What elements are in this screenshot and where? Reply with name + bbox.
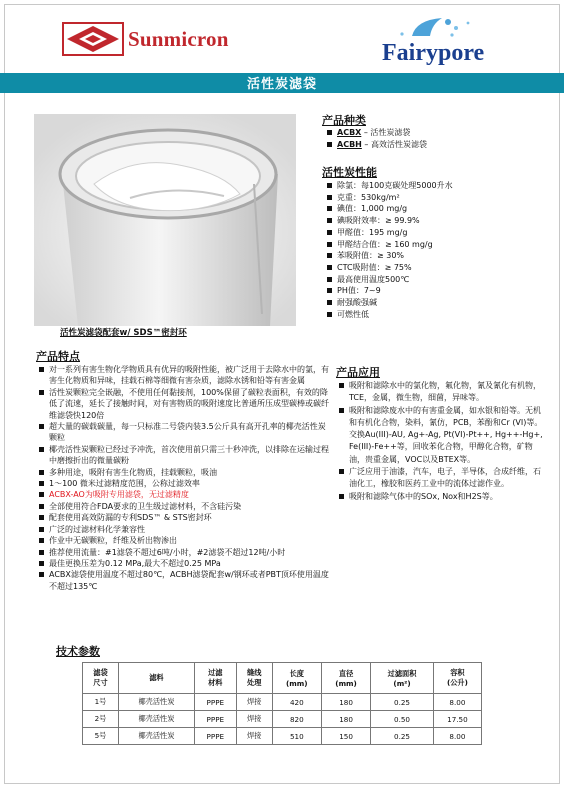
table-row (83, 711, 482, 728)
spec-table (82, 662, 482, 745)
list-item: 吸附和滤除气体中的SOx, Nox和H2S等。 (338, 491, 546, 503)
list-item: 克重：530kg/m² (326, 192, 546, 204)
table-cell: 0.50 (371, 711, 434, 728)
list-item: 耐强酸强碱 (326, 297, 546, 309)
list-item: 椰壳活性炭颗粒已经过予冲洗，首次使用前只需三十秒冲洗，以排除在运输过程中磨擦折出的微量碳粉 (38, 444, 330, 467)
list-item: 苯吸附值：≥ 30% (326, 250, 546, 262)
carbon-performance-list (326, 180, 546, 320)
list-item: 活性炭颗粒完全嵌融，不使用任何黏接剂，100%保留了碳粒表面积，有效的降低了流速，延长了接触时间，对有害物质的吸附速度比普通所压成型碳棒或碳纤维滤袋快120倍 (38, 387, 330, 421)
table-cell: 椰壳活性炭 (118, 711, 194, 728)
column-header: 滤料 (118, 663, 194, 694)
list-item: CTC吸附值：≥ 75% (326, 262, 546, 274)
list-item: 甲醛值：195 mg/g (326, 227, 546, 239)
table-cell: 椰壳活性炭 (118, 728, 194, 745)
list-item: 除氯：每100克碳处理5000升水 (326, 180, 546, 192)
table-cell: 17.50 (433, 711, 481, 728)
list-item: 全部使用符合FDA要求的卫生级过滤材料，不含硅污染 (38, 501, 330, 512)
table-cell: 510 (272, 728, 321, 745)
product-types-title: 产品种类 (322, 114, 366, 127)
list-item: 对一系列有害生物化学物质具有优异的吸附性能，被广泛用于去除水中的氯，有害生化物质和异味，挂载石棉等细微有害杂质，滤除水锈和铅等有害金属 (38, 364, 330, 387)
table-cell: 2号 (83, 711, 119, 728)
column-header: 过滤面积 (m²) (371, 663, 434, 694)
table-header-row (83, 663, 482, 694)
table-cell: 1号 (83, 694, 119, 711)
fairypore-brand (372, 14, 512, 68)
list-item: 多种用途，吸附有害生化物质，挂载颗粒，吸油 (38, 467, 330, 478)
list-item: PH值：7~9 (326, 285, 546, 297)
table-cell: 150 (321, 728, 370, 745)
list-item: 广泛的过滤材料化学兼容性 (38, 524, 330, 535)
table-cell: 180 (321, 694, 370, 711)
column-header: 缝线 处理 (236, 663, 272, 694)
table-row (83, 728, 482, 745)
table-cell: 焊接 (236, 711, 272, 728)
sunmicron-brand (62, 22, 229, 56)
list-item: 1～100 微米过滤精度范围，公称过滤效率 (38, 478, 330, 489)
table-cell: 420 (272, 694, 321, 711)
table-cell: PPPE (194, 711, 236, 728)
product-code: ACBH (337, 139, 362, 149)
product-code: ACBX (337, 128, 362, 137)
applications-title: 产品应用 (336, 366, 380, 379)
table-cell: PPPE (194, 728, 236, 745)
table-cell: 5号 (83, 728, 119, 745)
features-title: 产品特点 (36, 350, 80, 363)
list-item: 推荐使用流量：#1滤袋不超过6吨/小时，#2滤袋不超过12吨/小时 (38, 547, 330, 558)
product-types-list (326, 127, 546, 150)
list-item-highlight: ACBX-AO为吸附专用滤袋，无过滤精度 (38, 489, 330, 500)
list-item (326, 139, 546, 151)
table-cell: 0.25 (371, 694, 434, 711)
table-cell: 8.00 (433, 728, 481, 745)
fairypore-name: Fairypore (382, 40, 485, 66)
table-cell: 椰壳活性炭 (118, 694, 194, 711)
column-header: 长度 (mm) (272, 663, 321, 694)
filter-bag-photo (34, 114, 296, 326)
product-desc: – 高效活性炭滤袋 (361, 139, 427, 149)
list-item: 吸附和滤除水中的氯化物，氟化物，氰及氰化有机物，TCE，金属，微生物，细菌，异味等。 (338, 380, 546, 405)
spec-table-title: 技术参数 (56, 645, 100, 658)
list-item: 碘吸附效率：≥ 99.9% (326, 215, 546, 227)
list-item: 作业中无碳颗粒，纤维及析出物渗出 (38, 535, 330, 546)
list-item: 配套使用高效防漏的专利SDS™ & STS密封环 (38, 512, 330, 523)
title-bar (0, 73, 564, 93)
table-cell: 820 (272, 711, 321, 728)
list-item: 最佳更换压差为0.12 MPa,最大不超过0.25 MPa (38, 558, 330, 569)
list-item: ACBX滤袋使用温度不超过80℃，ACBH滤袋配套w/钢环或者PBT顶环使用温度不超过135℃ (38, 569, 330, 592)
table-cell: 0.25 (371, 728, 434, 745)
list-item: 最高使用温度500℃ (326, 274, 546, 286)
column-header: 直径 (mm) (321, 663, 370, 694)
table-cell: 8.00 (433, 694, 481, 711)
photo-caption: 活性炭滤袋配套w/ SDS™密封环 (60, 328, 187, 338)
table-cell: PPPE (194, 694, 236, 711)
column-header: 滤袋 尺寸 (83, 663, 119, 694)
page-title: 活性炭滤袋 (246, 77, 317, 92)
product-desc: – 活性炭滤袋 (361, 128, 411, 137)
applications-list (338, 380, 546, 503)
list-item: 甲醛结合值：≥ 160 mg/g (326, 239, 546, 251)
list-item: 碘值：1,000 mg/g (326, 203, 546, 215)
carbon-performance-title: 活性炭性能 (322, 166, 377, 179)
features-list (38, 364, 330, 592)
list-item: 可燃性低 (326, 309, 546, 321)
table-cell: 焊接 (236, 694, 272, 711)
table-cell: 180 (321, 711, 370, 728)
list-item: 超大量的碳载碳量，每一只标准二号袋内装3.5公斤具有高开孔率的椰壳活性炭颗粒 (38, 421, 330, 444)
column-header: 过滤 材料 (194, 663, 236, 694)
sunmicron-name: Sunmicron (128, 26, 229, 51)
list-item: 广泛应用于油漆，汽车，电子，半导体，合成纤维，石油化工，橡胶和医药工业中的流体过滤作业。 (338, 466, 546, 491)
list-item: 吸附和滤除废水中的有害重金属，如水银和铅等。无机和有机化合物，染料，氰仿，PCB，苯酚和Cr (VI)等。交换Au(III)-AU, Ag+-Ag, Pt(VI)-Pt++, Hg++-Hg+, Fe(III)-Fe++等，回收苯化合物，甲醇化合物，矿物油，贵重金属，VOC以及BTEX等。 (338, 405, 546, 466)
column-header: 容积 (公升) (433, 663, 481, 694)
list-item (326, 127, 546, 139)
table-cell: 焊接 (236, 728, 272, 745)
table-row (83, 694, 482, 711)
sunmicron-logo-icon (62, 22, 124, 56)
